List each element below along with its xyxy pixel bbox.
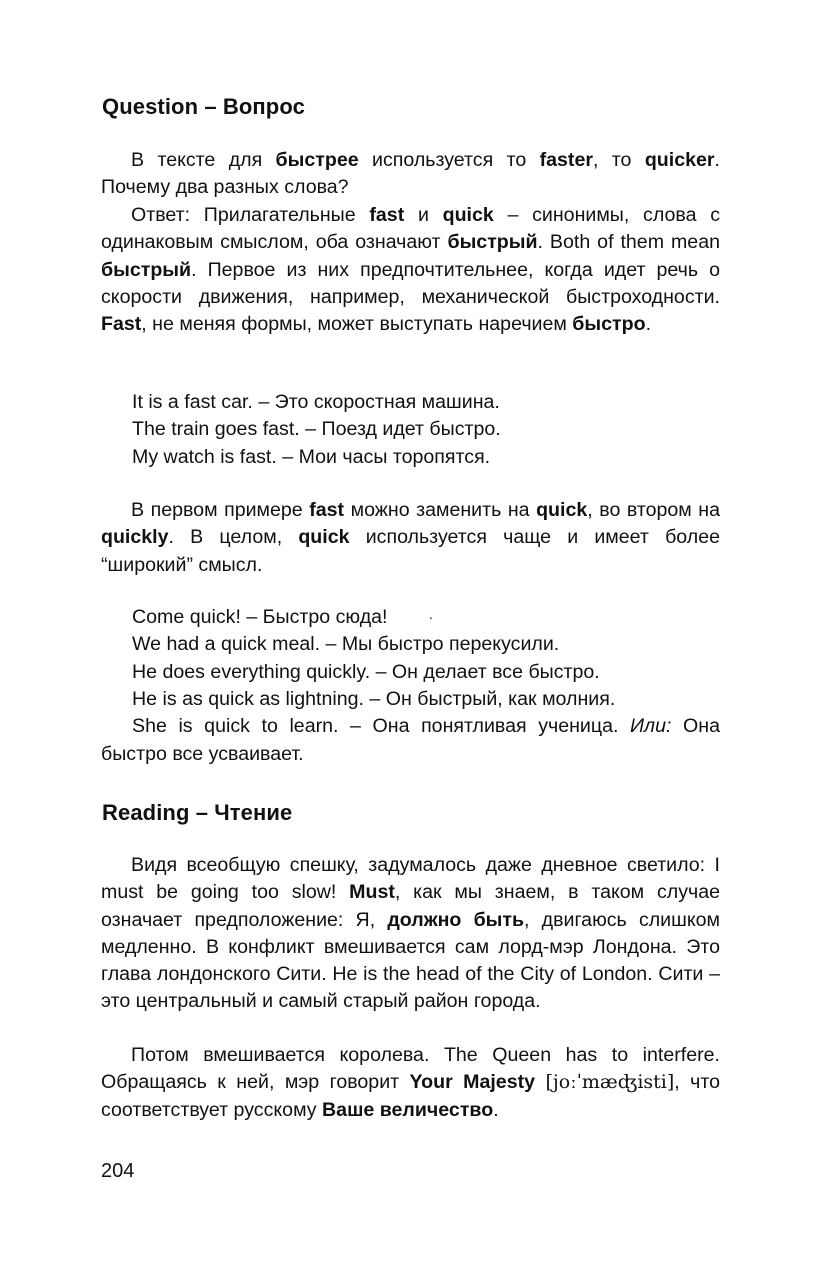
example-sentence: He does everything quickly. – Он делает все быстро. [132, 660, 600, 683]
question-paragraph-3: В первом примере fast можно заменить на quick, во втором на quickly. В целом, quick используется чаще и имеет более “широкий” смысл. [101, 499, 720, 576]
example-sentence: He is as quick as lightning. – Он быстрый, как молния. [132, 688, 616, 711]
reading-paragraph-2: Потом вмешивается королева. The Queen has to interfere. Обращаясь к ней, мэр говорит Your Majesty [joːˈmæʤisti], что соответствует русскому Ваше величество. [101, 1044, 721, 1121]
stray-mark: · [428, 609, 434, 626]
example-list-fast [132, 389, 501, 471]
question-paragraph-2: Ответ: Прилагательные fast и quick – синонимы, слова с одинаковым смыслом, оба означают быстрый. Both of them mean быстрый. Первое из них предпочтительнее, когда идет речь о скорости движения, например, механической быстроходности. Fast, не меняя формы, может выступать наречием быстро. [101, 204, 720, 336]
example-sentence: We had a quick meal. – Мы быстро перекусили. [132, 633, 560, 656]
example-sentence: The train goes fast. – Поезд идет быстро. [132, 418, 501, 441]
example-sentence: Come quick! – Быстро сюда! · [101, 604, 720, 631]
example-list-quick [101, 604, 720, 768]
example-sentence: She is quick to learn. – Она понятливая ученица. Или: Она быстро все усваивает. [101, 715, 720, 765]
example-sentence: It is a fast car. – Это скоростная машина. [132, 391, 500, 413]
example-sentence: My watch is fast. – Мои часы торопятся. [132, 445, 491, 468]
section-heading-question: Question – Вопрос [102, 94, 305, 119]
section-heading-reading: Reading – Чтение [102, 800, 293, 825]
question-paragraph-1: В тексте для быстрее используется то faster, то quicker. Почему два разных слова? [101, 149, 720, 199]
page-number: 204 [101, 1160, 135, 1182]
reading-paragraph-1: Видя всеобщую спешку, задумалось даже дневное светило: I must be going too slow! Must, как мы знаем, в таком случае означает предположение: Я, должно быть, двигаюсь слишком медленно. В конфликт вмешивается сам лорд-мэр Лондона. Это глава лондонского Сити. He is the head of the City of London. Сити – это центральный и самый старый район города. [101, 854, 720, 1013]
transcription: [joːˈmæʤisti] [545, 1071, 675, 1094]
